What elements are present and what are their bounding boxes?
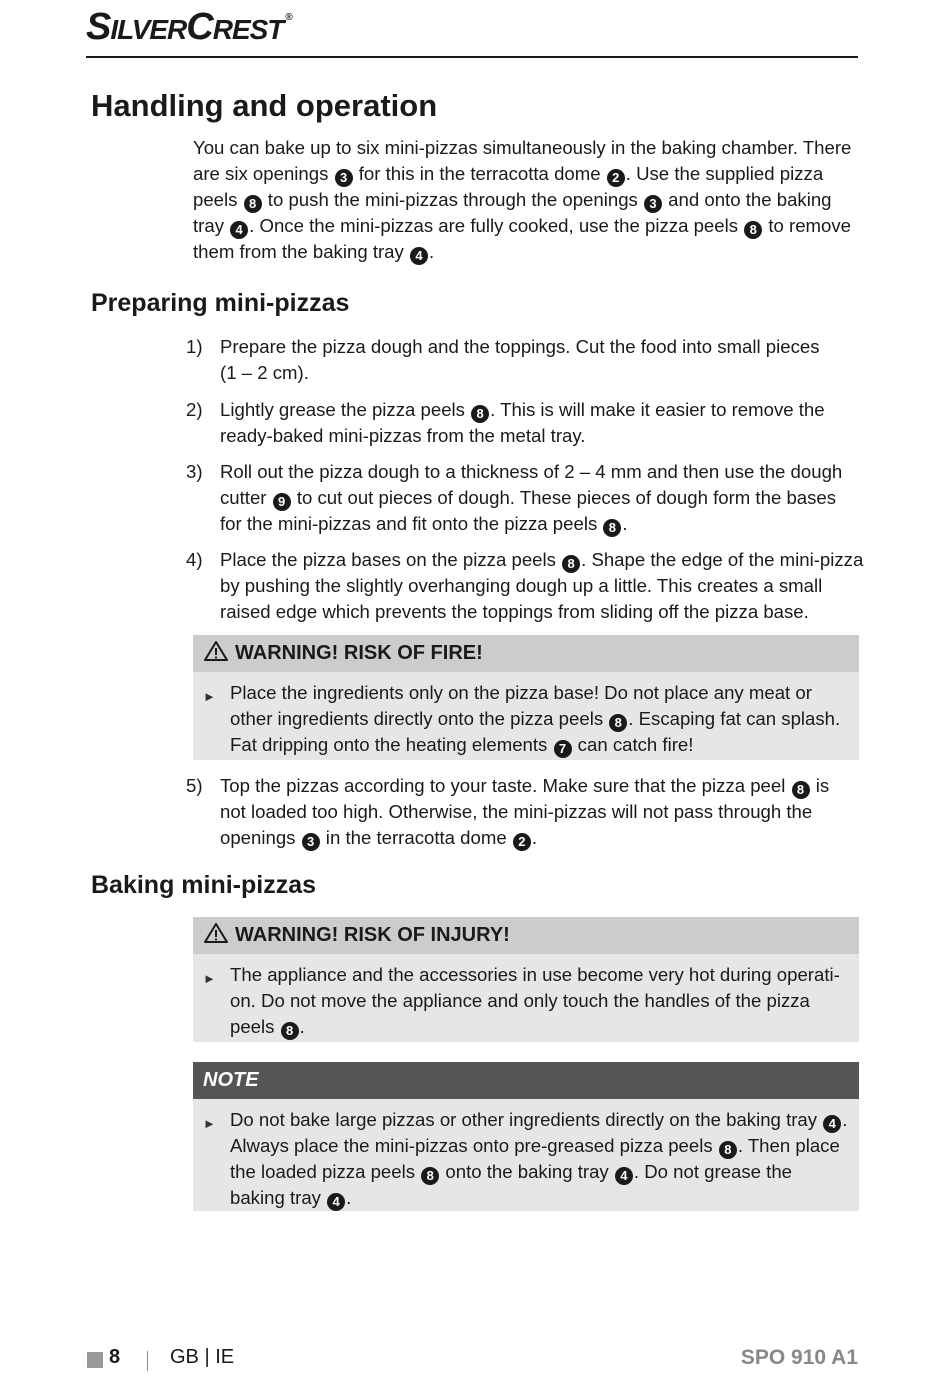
- text-line: [230, 1133, 859, 1159]
- text-segment: . Do not grease the: [633, 1161, 793, 1182]
- warning-triangle-icon: [203, 640, 229, 668]
- text-segment: is: [810, 775, 830, 796]
- text-line: [220, 459, 842, 485]
- text-segment: can catch fire!: [572, 734, 694, 755]
- text-segment: .: [842, 1109, 848, 1130]
- part-number-badge: 4: [230, 221, 248, 239]
- page-number: 8: [109, 1346, 121, 1368]
- text-line: [220, 360, 820, 386]
- text-line: [220, 573, 863, 599]
- step-text: [220, 547, 863, 625]
- text-segment: openings: [220, 827, 301, 848]
- note-title: NOTE: [203, 1069, 259, 1091]
- note-header: [193, 1062, 859, 1099]
- text-segment: The appliance and the accessories in use become very hot during operati-: [230, 964, 840, 985]
- text-segment: peels: [193, 189, 243, 210]
- text-segment: for this in the terracotta dome: [353, 163, 606, 184]
- part-number-badge: 2: [607, 169, 625, 187]
- text-segment: . Use the supplied pizza: [625, 163, 824, 184]
- step-text: [220, 334, 820, 386]
- text-segment: You can bake up to six mini-pizzas simultaneously in the baking chamber. There: [193, 137, 852, 158]
- text-line: [230, 1107, 859, 1133]
- text-segment: .: [299, 1016, 305, 1037]
- text-segment: (1 – 2 cm).: [220, 362, 309, 383]
- step-text: [220, 459, 842, 537]
- part-number-badge: 8: [471, 405, 489, 423]
- section-title-baking: Baking mini-pizzas: [91, 871, 317, 899]
- text-line: [220, 334, 820, 360]
- text-line: [193, 213, 851, 239]
- part-number-badge: 3: [302, 833, 320, 851]
- footer-divider: [147, 1351, 148, 1371]
- text-line: [220, 773, 829, 799]
- step-text: [220, 397, 825, 449]
- warning-injury-content: [193, 954, 859, 1040]
- part-number-badge: 3: [644, 195, 662, 213]
- text-line: [220, 423, 825, 449]
- text-segment: peels: [230, 1016, 280, 1037]
- warning-fire-content: [193, 672, 859, 758]
- text-line: [230, 1185, 859, 1211]
- text-line: [193, 239, 851, 265]
- step-number: 3): [186, 461, 203, 482]
- text-line: [230, 988, 859, 1014]
- text-line: [193, 161, 851, 187]
- text-segment: on. Do not move the appliance and only touch the handles of the pizza: [230, 990, 810, 1011]
- text-segment: Always place the mini-pizzas onto pre-greased pizza peels: [230, 1135, 718, 1156]
- text-segment: to cut out pieces of dough. These pieces of dough form the bases: [291, 487, 837, 508]
- text-segment: tray: [193, 215, 230, 236]
- text-segment: . Shape the edge of the mini-pizza: [581, 549, 864, 570]
- text-line: [220, 547, 863, 573]
- part-number-badge: 4: [410, 247, 428, 265]
- section-title-preparing: Preparing mini-pizzas: [91, 289, 350, 317]
- warning-triangle-icon: [203, 922, 229, 950]
- text-segment: for the mini-pizzas and fit onto the pizza peels: [220, 513, 603, 534]
- step-number: 5): [186, 775, 203, 796]
- text-line: [220, 599, 863, 625]
- text-segment: raised edge which prevents the toppings from sliding off the pizza base.: [220, 601, 809, 622]
- text-segment: onto the baking tray: [440, 1161, 614, 1182]
- text-segment: not loaded too high. Otherwise, the mini-pizzas will not pass through the: [220, 801, 813, 822]
- text-segment: Prepare the pizza dough and the toppings. Cut the food into small pieces: [220, 336, 820, 357]
- part-number-badge: 8: [792, 781, 810, 799]
- text-segment: .: [346, 1187, 352, 1208]
- warning-injury-title: WARNING! RISK OF INJURY!: [235, 924, 510, 946]
- text-line: [230, 962, 859, 988]
- part-number-badge: 4: [615, 1167, 633, 1185]
- text-segment: ready-baked mini-pizzas from the metal tray.: [220, 425, 586, 446]
- text-line: [230, 732, 859, 758]
- footer-square-icon: [87, 1352, 103, 1368]
- arrow-bullet-icon: ►: [203, 1116, 216, 1131]
- part-number-badge: 4: [327, 1193, 345, 1211]
- text-line: [220, 799, 829, 825]
- text-segment: Place the ingredients only on the pizza base! Do not place any meat or: [230, 682, 812, 703]
- part-number-badge: 3: [335, 169, 353, 187]
- text-line: [193, 135, 851, 161]
- text-segment: Do not bake large pizzas or other ingredients directly on the baking tray: [230, 1109, 823, 1130]
- part-number-badge: 9: [273, 493, 291, 511]
- text-segment: other ingredients directly onto the pizza peels: [230, 708, 609, 729]
- text-segment: Fat dripping onto the heating elements: [230, 734, 553, 755]
- warning-fire-title: WARNING! RISK OF FIRE!: [235, 642, 483, 664]
- text-segment: them from the baking tray: [193, 241, 409, 262]
- part-number-badge: 8: [421, 1167, 439, 1185]
- step-number: 2): [186, 399, 203, 420]
- warning-injury-box: [193, 917, 859, 1042]
- text-line: [220, 397, 825, 423]
- text-line: [230, 1159, 859, 1185]
- warning-fire-header: [193, 635, 859, 672]
- text-segment: Lightly grease the pizza peels: [220, 399, 471, 420]
- text-line: [193, 187, 851, 213]
- text-segment: to push the mini-pizzas through the openings: [262, 189, 643, 210]
- text-segment: . Once the mini-pizzas are fully cooked, use the pizza peels: [249, 215, 744, 236]
- arrow-bullet-icon: ►: [203, 971, 216, 986]
- step-number: 4): [186, 549, 203, 570]
- text-segment: the loaded pizza peels: [230, 1161, 421, 1182]
- intro-paragraph: [193, 135, 851, 265]
- note-box: [193, 1062, 859, 1211]
- text-line: [220, 825, 829, 851]
- country-codes: GB | IE: [170, 1346, 235, 1368]
- text-segment: and onto the baking: [663, 189, 832, 210]
- part-number-badge: 8: [744, 221, 762, 239]
- text-segment: Roll out the pizza dough to a thickness of 2 – 4 mm and then use the dough: [220, 461, 843, 482]
- text-segment: .: [531, 827, 538, 848]
- text-segment: . Then place: [737, 1135, 840, 1156]
- text-segment: .: [622, 513, 628, 534]
- warning-fire-box: [193, 635, 859, 760]
- part-number-badge: 2: [513, 833, 531, 851]
- warning-injury-header: [193, 917, 859, 954]
- text-segment: . Escaping fat can splash.: [628, 708, 841, 729]
- page-title: Handling and operation: [91, 88, 438, 123]
- text-segment: .: [429, 241, 435, 262]
- text-segment: to remove: [763, 215, 852, 236]
- text-segment: Top the pizzas according to your taste. Make sure that the pizza peel: [220, 775, 791, 796]
- part-number-badge: 8: [603, 519, 621, 537]
- step-text: [220, 773, 829, 851]
- part-number-badge: 8: [244, 195, 262, 213]
- part-number-badge: 8: [281, 1022, 299, 1040]
- header-rule: [86, 56, 858, 58]
- text-segment: are six openings: [193, 163, 334, 184]
- text-segment: cutter: [220, 487, 272, 508]
- text-line: [220, 485, 842, 511]
- part-number-badge: 4: [823, 1115, 841, 1133]
- note-content: [193, 1099, 859, 1211]
- part-number-badge: 8: [562, 555, 580, 573]
- part-number-badge: 7: [554, 740, 572, 758]
- text-segment: . This is will make it easier to remove the: [490, 399, 825, 420]
- text-segment: Place the pizza bases on the pizza peels: [220, 549, 562, 570]
- model-number: SPO 910 A1: [740, 1346, 858, 1369]
- text-segment: in the terracotta dome: [320, 827, 512, 848]
- text-line: [220, 511, 842, 537]
- text-line: [230, 706, 859, 732]
- part-number-badge: 8: [609, 714, 627, 732]
- text-segment: baking tray: [230, 1187, 327, 1208]
- text-segment: by pushing the slightly overhanging dough up a little. This creates a small: [220, 575, 823, 596]
- arrow-bullet-icon: ►: [203, 689, 216, 704]
- step-number: 1): [186, 336, 203, 357]
- brand-logo: SILVERCREST ®: [86, 6, 292, 48]
- text-line: [230, 680, 859, 706]
- text-line: [230, 1014, 859, 1040]
- part-number-badge: 8: [719, 1141, 737, 1159]
